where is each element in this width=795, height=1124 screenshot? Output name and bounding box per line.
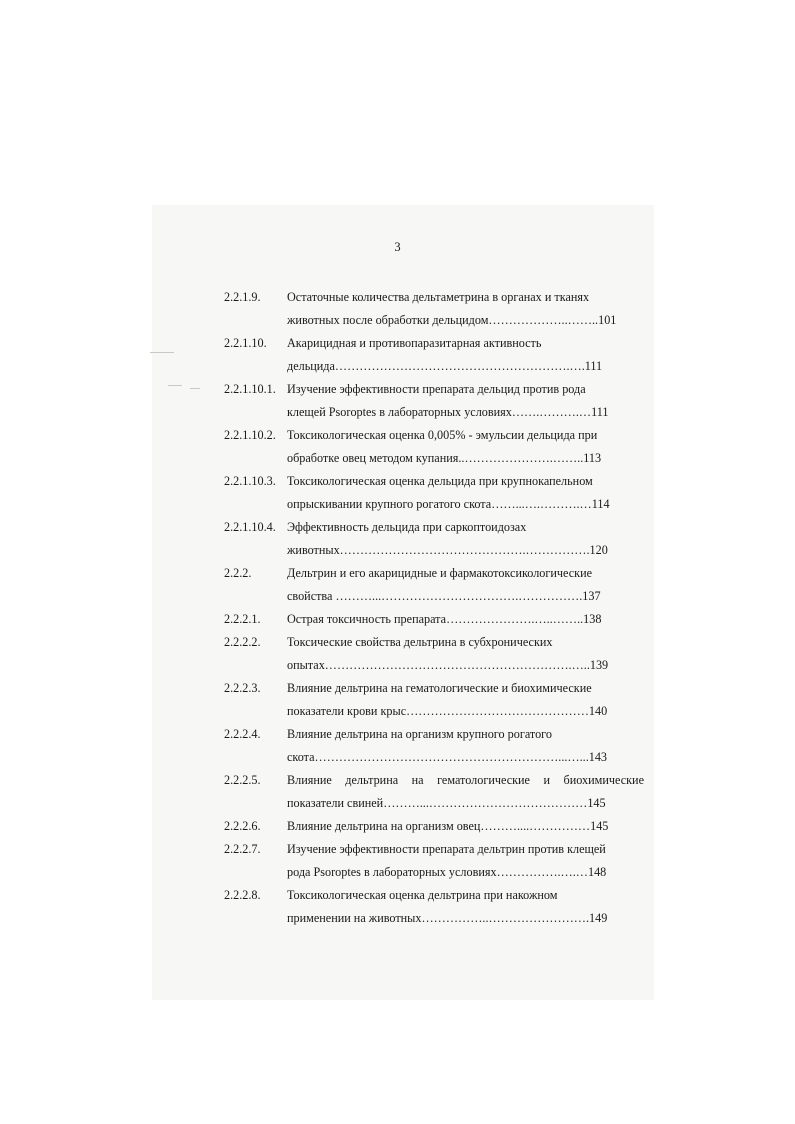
toc-entry-line: Токсические свойства дельтрина в субхронических [287,635,553,649]
toc-entry-number: 2.2.1.10.2. [224,428,276,442]
toc-entry-title [287,332,644,378]
toc-entry-number: 2.2.2.2. [224,635,261,649]
toc-entry-line: Острая токсичность препарата………………….…..……..138 [287,612,602,626]
toc-entry-line: Акарицидная и противопаразитарная активность [287,336,542,350]
toc-entry-line: Влияние дельтрина на гематологические и биохимические [287,773,644,787]
toc-entry-number: 2.2.2.7. [224,842,261,856]
toc-entry-title [287,815,644,838]
toc-entry-line: Влияние дельтрина на организм крупного рогатого [287,727,552,741]
scan-artifact-mark [168,385,182,386]
toc-entry-line: Токсикологическая оценка дельцида при крупнокапельном [287,474,593,488]
toc-entry-line: животных……………………………………….…………….120 [287,543,608,557]
toc-entry-title [287,838,644,884]
toc-entry-line: дельцида………………………………………………….….111 [287,359,603,373]
toc-entry [224,332,644,378]
toc-entry-title [287,631,644,677]
toc-entry-line: опрыскивании крупного рогатого скота……...….……….…114 [287,497,610,511]
toc-entry-line: Влияние дельтрина на гематологические и биохимические [287,681,592,695]
toc-entry-number: 2.2.2.6. [224,819,261,833]
toc-entry [224,769,644,815]
toc-entry [224,608,644,631]
toc-entry-line: скота……………………………………………………...…...143 [287,750,608,764]
toc-entry-number: 2.2.2.4. [224,727,261,741]
toc-entry [224,470,644,516]
toc-entry-number: 2.2.1.10.1. [224,382,276,396]
toc-entry [224,516,644,562]
toc-entry-title [287,516,644,562]
toc-entry [224,378,644,424]
toc-entry [224,677,644,723]
toc-entry [224,815,644,838]
table-of-contents [224,286,644,930]
toc-entry-title [287,769,644,815]
toc-entry [224,424,644,470]
toc-entry-line: Токсикологическая оценка дельтрина при накожном [287,888,558,902]
toc-entry-number: 2.2.1.9. [224,290,261,304]
toc-entry-title [287,723,644,769]
toc-entry-title [287,424,644,470]
toc-entry-line: клещей Psoroptes в лабораторных условиях…….……….…111 [287,405,609,419]
toc-entry-number: 2.2.2.3. [224,681,261,695]
toc-entry [224,723,644,769]
toc-entry-number: 2.2.2.8. [224,888,261,902]
toc-entry-line: показатели крови крыс………………………………………140 [287,704,608,718]
toc-entry-line: Дельтрин и его акарицидные и фармакотоксикологические [287,566,593,580]
toc-entry-line: опытах…………………………………………………….…..139 [287,658,609,672]
toc-entry-line: обработке овец методом купания..………………….……..113 [287,451,602,465]
toc-entry-line: Изучение эффективности препарата дельтрин против клещей [287,842,606,856]
toc-entry-line: свойства ………...…………………………….…………….137 [287,589,601,603]
toc-entry [224,562,644,608]
toc-entry-line: Эффективность дельцида при саркоптоидозах [287,520,527,534]
toc-entry-title [287,562,644,608]
toc-entry-line: Остаточные количества дельтаметрина в органах и тканях [287,290,590,304]
toc-entry-title [287,677,644,723]
toc-entry-title [287,608,644,631]
toc-entry-title [287,378,644,424]
toc-entry-line: животных после обработки дельцидом………………..……..101 [287,313,617,327]
toc-entry-number: 2.2.2.1. [224,612,261,626]
scan-artifact-mark [150,352,174,353]
toc-entry [224,838,644,884]
toc-entry-title [287,286,644,332]
toc-entry-line: рода Psoroptes в лабораторных условиях…………….….…148 [287,865,607,879]
toc-entry [224,286,644,332]
toc-entry-line: применении на животных……………..…………………….149 [287,911,608,925]
toc-entry-number: 2.2.1.10. [224,336,267,350]
page-number: 3 [394,240,401,254]
toc-entry-number: 2.2.1.10.4. [224,520,276,534]
toc-entry-number: 2.2.2. [224,566,252,580]
toc-entry-line: показатели свиней………...…………………………………145 [287,796,606,810]
toc-entry [224,631,644,677]
toc-entry-line: Токсикологическая оценка 0,005% - эмульсии дельцида при [287,428,598,442]
toc-entry-number: 2.2.1.10.3. [224,474,276,488]
toc-entry-title [287,884,644,930]
toc-entry-line: Влияние дельтрина на организм овец………....……………145 [287,819,609,833]
toc-entry-number: 2.2.2.5. [224,773,261,787]
toc-entry-title [287,470,644,516]
scan-artifact-mark [190,388,200,389]
toc-entry [224,884,644,930]
toc-entry-line: Изучение эффективности препарата дельцид против рода [287,382,586,396]
